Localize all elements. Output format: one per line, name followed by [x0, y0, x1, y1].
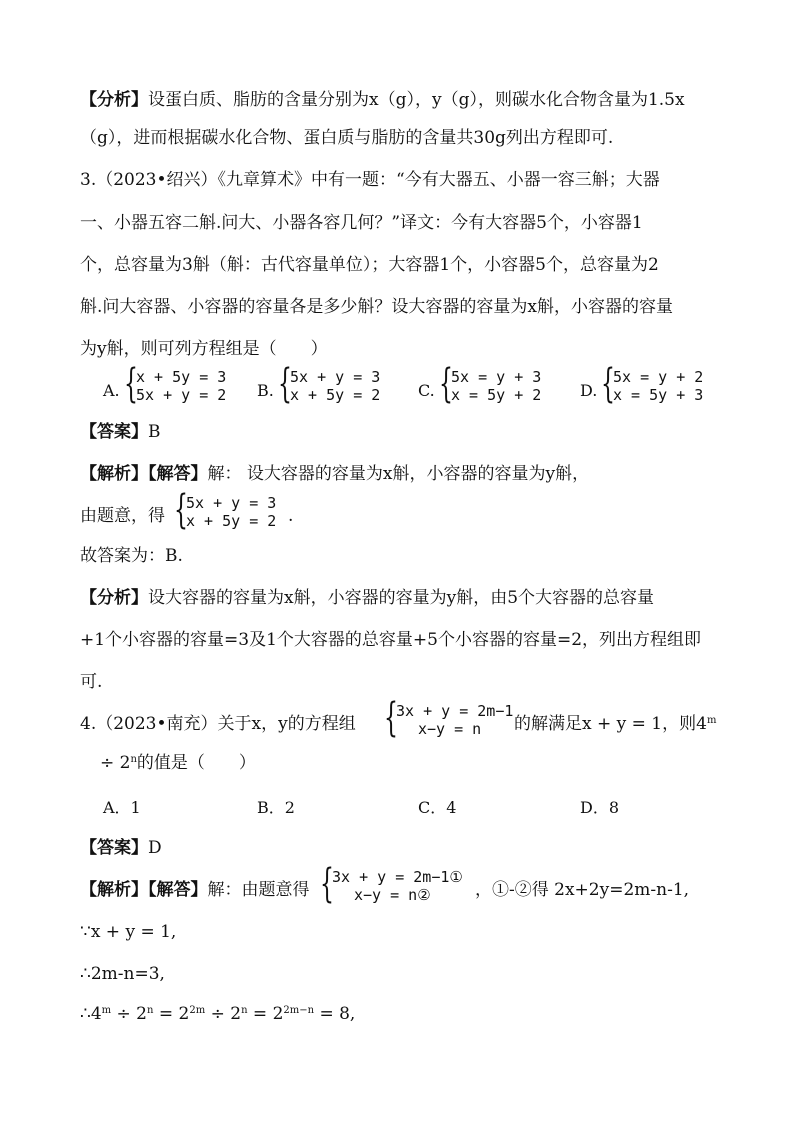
step-text: ÷ 2 — [111, 1004, 147, 1024]
superscript: m — [101, 1005, 112, 1016]
step-text: = 2 — [153, 1004, 190, 1024]
step-text: ∴4 — [80, 1004, 102, 1024]
brace-icon: { — [174, 487, 188, 533]
equation: 3x + y = 2m−1 — [396, 702, 514, 720]
equation: 5x + y = 2 — [136, 386, 227, 404]
q3-solution-line-2 — [80, 505, 165, 527]
q3-solution-line-1 — [80, 463, 589, 485]
analysis-text: 设大容器的容量为x斛，小容器的容量为y斛，由5个大容器的总容量 — [148, 588, 655, 608]
q4-line-1 — [80, 713, 356, 735]
q4-step-2: ∴2m-n=3, — [80, 964, 165, 984]
option-label: A. — [103, 381, 120, 400]
q4-equation-system — [396, 702, 513, 738]
superscript: m — [706, 715, 717, 726]
answer-heading: 【答案】 — [80, 422, 148, 442]
solution-heading: 【解析】【解答】 — [80, 880, 208, 900]
q4-solution-line-1 — [80, 879, 310, 901]
option-label: B. — [257, 381, 274, 400]
superscript: n — [241, 1005, 248, 1016]
q4-text: 的值是（ ） — [136, 753, 256, 773]
q4-option-c[interactable]: C．4 — [418, 798, 457, 817]
q4-answer — [80, 837, 162, 859]
equation-system — [136, 368, 226, 404]
solution-equation-system — [186, 494, 276, 530]
q3-line-2: 一、小器五容二斛.问大、小器各容几何？”译文：今有大容器5个，小容器1 — [80, 213, 643, 233]
equation: x + 5y = 3 — [136, 368, 227, 386]
q4-step-3 — [80, 1003, 355, 1025]
q3-line-3: 个，总容量为3斛（斛：古代容量单位）；大容器1个，小容器5个，总容量为2 — [80, 255, 659, 275]
q3-line-1: 3.（2023•绍兴）《九章算术》中有一题：“今有大器五、小器一容三斛；大器 — [80, 170, 660, 190]
equation-system — [613, 368, 703, 404]
equation: x = 5y + 2 — [451, 386, 542, 404]
equation: 5x = y + 2 — [613, 368, 704, 386]
q3-line-5: 为y斛，则可列方程组是（ ） — [80, 339, 328, 359]
q4-text: ÷ 2 — [100, 753, 131, 773]
q4-step-1: ∵x + y = 1, — [80, 922, 177, 942]
q4-line-1-suffix — [514, 713, 716, 735]
superscript: 2m — [189, 1005, 206, 1016]
q3-analysis-line-1 — [80, 587, 654, 609]
solution-period: . — [288, 506, 294, 526]
q3-line-4: 斛.问大容器、小容器的容量各是多少斛？设大容器的容量为x斛，小容器的容量 — [80, 297, 673, 317]
analysis-heading: 【分析】 — [80, 588, 148, 608]
analysis-line-1 — [80, 89, 685, 111]
equation-system — [451, 368, 541, 404]
solution-heading: 【解析】【解答】 — [80, 464, 208, 484]
equation: x + 5y = 2 — [290, 386, 381, 404]
answer-value: B — [148, 422, 161, 442]
option-label: C. — [418, 381, 435, 400]
answer-heading: 【答案】 — [80, 838, 148, 858]
solution-text: 解：由题意得 — [207, 880, 310, 900]
solution-text: 由题意，得 — [80, 506, 165, 526]
step-text: = 8, — [314, 1004, 356, 1024]
brace-icon: { — [278, 361, 292, 407]
q3-analysis-line-3: 可. — [80, 672, 103, 692]
equation-system — [290, 368, 380, 404]
equation: 5x + y = 3 — [290, 368, 381, 386]
brace-icon: { — [124, 361, 138, 407]
q4-text: 的解满足x + y = 1，则4 — [514, 714, 707, 734]
q3-answer — [80, 421, 161, 443]
analysis-heading: 【分析】 — [80, 90, 148, 110]
brace-icon: { — [439, 361, 453, 407]
q4-option-d[interactable]: D．8 — [580, 798, 620, 817]
equation: x−y = n — [418, 720, 482, 738]
q3-solution-line-3: 故答案为：B. — [80, 546, 183, 566]
answer-value: D — [148, 838, 162, 858]
superscript: 2m−n — [283, 1005, 315, 1016]
solution-text: 解： 设大容器的容量为x斛，小容器的容量为y斛， — [207, 464, 590, 484]
brace-icon: { — [384, 695, 398, 741]
q4-text: 4.（2023•南充）关于x，y的方程组 — [80, 714, 356, 734]
equation: x + 5y = 2 — [186, 512, 277, 530]
q4-line-2 — [100, 752, 256, 774]
step-text: ÷ 2 — [205, 1004, 242, 1024]
q3-analysis-line-2: +1个小容器的容量=3及1个大容器的总容量+5个小容器的容量=2，列出方程组即 — [80, 630, 702, 650]
option-label: D. — [580, 381, 598, 400]
analysis-line-2: （g），进而根据碳水化合物、蛋白质与脂肪的含量共30g列出方程即可. — [80, 128, 614, 148]
equation: 5x = y + 3 — [451, 368, 542, 386]
brace-icon: { — [320, 861, 334, 907]
solution-text: ，①-②得 2x+2y=2m-n-1, — [475, 880, 690, 900]
equation: x−y = n② — [354, 886, 431, 904]
q4-option-b[interactable]: B．2 — [257, 798, 295, 817]
equation: 3x + y = 2m−1① — [332, 868, 463, 886]
equation: x = 5y + 3 — [613, 386, 704, 404]
superscript: n — [130, 754, 137, 765]
solution-equation-system — [332, 868, 463, 904]
analysis-text: 设蛋白质、脂肪的含量分别为x（g），y（g），则碳水化合物含量为1.5x — [148, 90, 685, 110]
q4-option-a[interactable]: A．1 — [103, 798, 141, 817]
superscript: n — [147, 1005, 154, 1016]
brace-icon: { — [601, 361, 615, 407]
equation: 5x + y = 3 — [186, 494, 277, 512]
step-text: = 2 — [247, 1004, 284, 1024]
